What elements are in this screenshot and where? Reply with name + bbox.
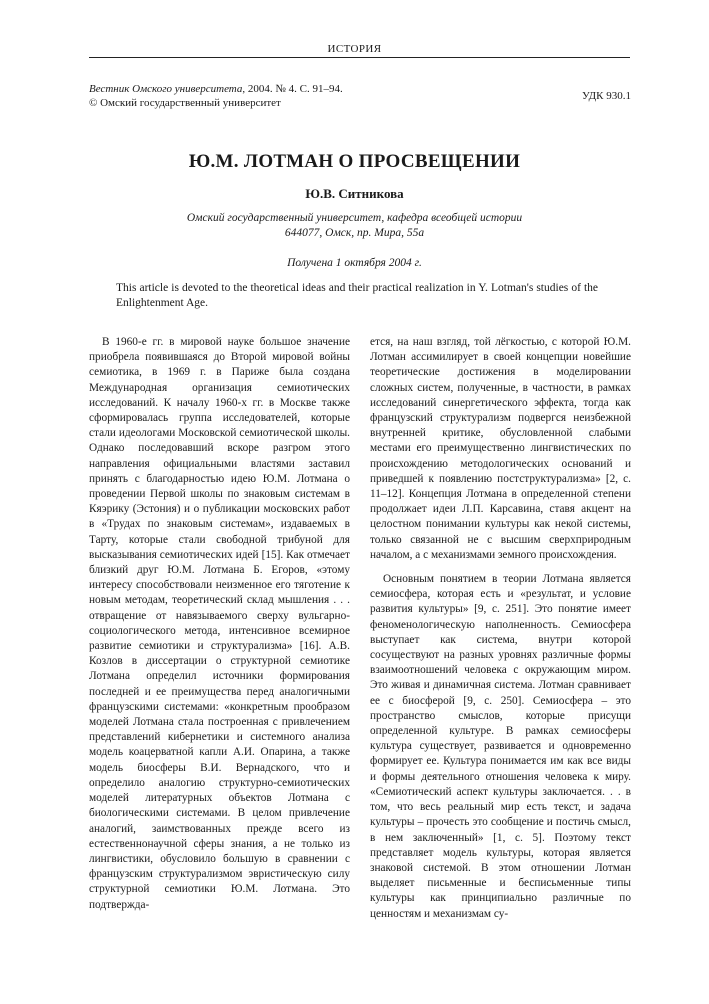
article-title: Ю.М. ЛОТМАН О ПРОСВЕЩЕНИИ (188, 151, 521, 172)
journal-details: , 2004. № 4. С. 91–94. (242, 83, 343, 95)
abstract: This article is devoted to the theoretical ideas and their practical realization in Y. Lotman's studies of the Enlightenment Age. (116, 282, 598, 309)
body-column-right (370, 335, 631, 922)
journal-name: Вестник Омского университета (89, 83, 243, 95)
received-date: Получена 1 октября 2004 г. (287, 257, 422, 269)
journal-citation (89, 82, 343, 96)
copyright-line: © Омский государственный университет (89, 97, 281, 109)
header-rule (89, 57, 630, 58)
section-heading: ИСТОРИЯ (327, 43, 382, 55)
article-author: Ю.В. Ситникова (305, 186, 404, 201)
affiliation-line-1: Омский государственный университет, кафедра всеобщей истории (186, 212, 523, 224)
body-column-left (89, 335, 350, 913)
journal-info (89, 82, 343, 110)
affiliation-line-2: 644077, Омск, пр. Мира, 55а (284, 227, 425, 239)
paragraph: ется, на наш взгляд, той лёгкостью, с которой Ю.М. Лотман ассимилирует в своей концепции новейшие теоретические достижения в моделировании сложных систем, полученные, в частности, в рамках исследований синергетического эффекта, тогда как французский структурализм подвергся неизбежной внутренней критике, обусловленной слабыми местами его преимущественно лингвистических по происхождению методологических оснований и приведшей к появлению постструктурализма» [2, с. 11–12]. Концепция Лотмана в определенной степени продолжает идеи Л.П. Карсавина, ставя акцент на целостном понимании культуры как некой системы, только связанной не с высшим сверхприродным началом, а с механизмами земного происхождения. (370, 336, 631, 561)
paragraph: Основным понятием в теории Лотмана является семиосфера, которая есть и «результат, и условие развития культуры» [9, с. 251]. Это понятие имеет феноменологическую наполненность. Семиосфера выступает как система, внутри которой сосуществуют на разных уровнях различные формы взаимоотношений человека с окружающим миром. Это живая и динамичная система. Лотман сравнивает ее с биосферой [9, с. 250]. Семиосфера – это пространство смыслов, которые присущи определенной культуре. В рамках семиосферы культура существует, развивается и одновременно формирует ее. Культура понимается им как все виды и формы деятельного отношения человека к миру. «Семиотический аспект культуры заключается. . . в том, что весь реальный мир есть текст, и задача культуры – прочесть это сообщение и постичь смысл, в нем заключенный» [1, с. 5]. Поэтому текст представляет модель культуры, которая является знаковой системой. В этом отношении Лотман выделяет письменные и бесписьменные типы культуры как принципиально различные по ценностям и механизмам су- (370, 573, 631, 920)
paragraph: В 1960-е гг. в мировой науке большое значение приобрела появившаяся до Второй мировой войны семиотика, в 1969 г. в Париже была создана Международная организация семиотических исследований. К началу 1960-х гг. в Москве также сформировалась группа исследователей, которые стали идеологами Московской семиотической школы. Однако последовавший вскоре разгром этого направления официальными властями заставил принять с благодарностью идею Ю.М. Лотмана о проведении Первой школы по знаковым системам в Кяэрику (Эстония) и о публикации московских работ в «Трудах по знаковым системам», издаваемых в Тарту, которые стали свободной трибуной для высказывания семиотических идей [15]. Как отмечает близкий друг Ю.М. Лотмана Б. Егоров, «этому интересу способствовали неизменное его тяготение к новым методам, теоретический склад мышления . . . отвращение от навязываемого сверху вульгарно-социологического метода, интенсивное всемирное развитие семиотики и структурализма» [16]. А.В. Козлов в диссертации о структурной семиотике Лотмана определил источники формирования последней и ее преимущества перед аналогичными французскими системами: «конкретным прообразом моделей Лотмана стала построенная с привлечением представлений кибернетики и системного анализа модель коацерватной капли А.И. Опарина, а также модель биосферы В.И. Вернадского, что и определило аналогию структурно-семиотических моделей литературных объектов Лотмана с биологическими системами. В целом привлечение аналогий, заимствованных прежде всего из естественнонаучной сферы знания, а не только из лингвистики, обусловило большую в сравнении с французским структурализмом эвристическую силу структурной семиотики Ю.М. Лотмана. Это подтвержда- (89, 336, 350, 911)
udk-code: УДК 930.1 (581, 90, 631, 102)
affiliation (0, 211, 709, 241)
